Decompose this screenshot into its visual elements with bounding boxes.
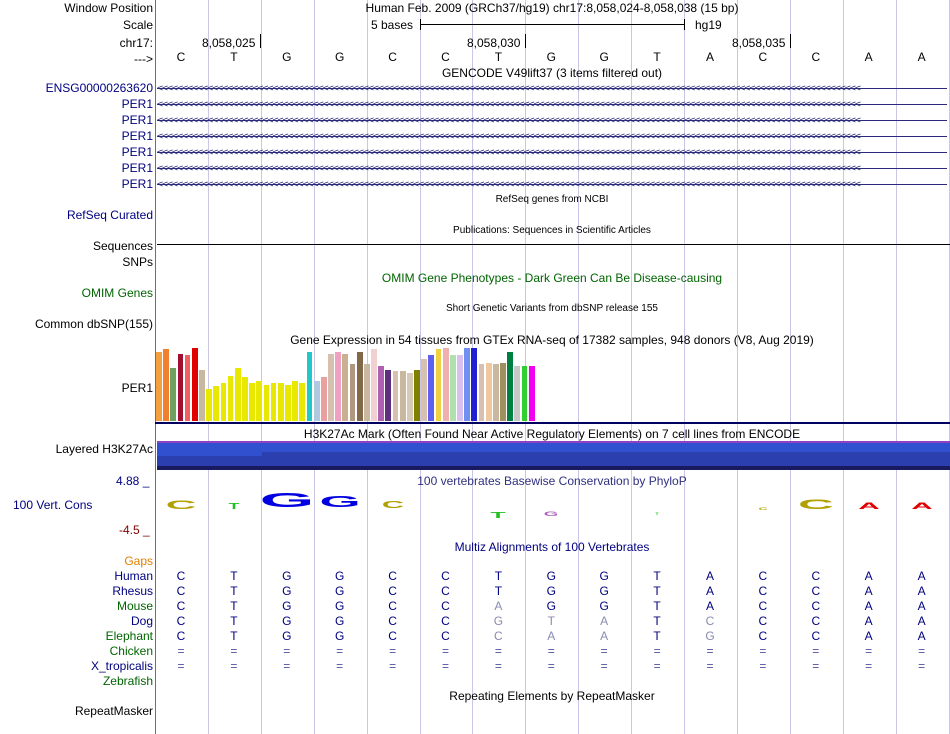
alignment-base: G <box>599 584 609 598</box>
coord-tick-2 <box>790 34 791 48</box>
gtex-tissue-bar[interactable] <box>378 366 384 421</box>
alignment-base: A <box>917 584 926 598</box>
gtex-tissue-bar[interactable] <box>256 381 262 421</box>
gtex-tissue-bar[interactable] <box>206 389 212 421</box>
repeatmasker-label[interactable]: RepeatMasker <box>74 704 153 718</box>
gencode-track-label-5[interactable]: PER1 <box>121 161 153 175</box>
species-label[interactable]: X_tropicalis <box>90 659 153 673</box>
gtex-tissue-bar[interactable] <box>335 352 341 421</box>
alignment-base: T <box>653 629 661 643</box>
strand-chevrons: <<<<<<<<<<<<<<<<<<<<<<<<<<<<<<<<<<<<<<<<<<<<<<<<<<<<<<<<<<<<<<<<<<<<<<<<<<<<<<<<<<<<<<<<<<<<<<<<<<<<<<<<<<<<<<<<<<<<<<<<<<<<<<<<<<<<<<<<<<<< <box>157 179 860 190</box>
gridline <box>949 0 950 734</box>
position-text: Human Feb. 2009 (GRCh37/hg19) chr17:8,058,024-8,058,038 (15 bp) <box>365 1 739 15</box>
gtex-tissue-bar[interactable] <box>271 383 277 421</box>
gtex-tissue-bar[interactable] <box>321 377 327 421</box>
alignment-base: = <box>336 644 344 658</box>
phylop-base-glyph: T <box>228 502 240 511</box>
alignment-base: = <box>812 659 820 673</box>
gtex-tissue-bar[interactable] <box>342 354 348 421</box>
alignment-base: = <box>389 659 397 673</box>
alignment-base: G <box>335 629 345 643</box>
gencode-track-label-4[interactable]: PER1 <box>121 145 153 159</box>
alignment-base: = <box>283 659 291 673</box>
alignment-base: T <box>230 614 238 628</box>
gtex-tissue-bar[interactable] <box>170 368 176 421</box>
gencode-track-label-6[interactable]: PER1 <box>121 177 153 191</box>
alignment-base: G <box>546 599 556 613</box>
gtex-tissue-bar[interactable] <box>264 385 270 422</box>
gencode-track-label-3[interactable]: PER1 <box>121 129 153 143</box>
snps-label[interactable]: SNPs <box>122 255 153 269</box>
alignment-base: = <box>759 659 767 673</box>
repeatmasker-title[interactable]: Repeating Elements by RepeatMasker <box>449 689 655 703</box>
assembly-label: hg19 <box>695 18 722 32</box>
alignment-base: = <box>494 644 502 658</box>
phylop-max-label: 4.88 _ <box>116 474 150 488</box>
gridline <box>737 0 738 734</box>
phylop-min-label: -4.5 _ <box>119 523 150 537</box>
alignment-base: A <box>917 569 926 583</box>
gridline <box>790 0 791 734</box>
phylop-label[interactable]: 100 Vert. Cons <box>13 498 93 512</box>
strand-arrow-label: ---> <box>134 52 153 66</box>
alignment-base: C <box>441 569 450 583</box>
gtex-tissue-bar[interactable] <box>185 355 191 421</box>
phylop-base-glyph: C <box>758 506 768 511</box>
alignment-base: C <box>811 614 821 628</box>
alignment-base: C <box>388 584 397 598</box>
publications-title[interactable]: Publications: Sequences in Scientific Articles <box>453 225 651 236</box>
coord-label-0: 8,058,025 <box>202 36 256 50</box>
gtex-tissue-bar[interactable] <box>493 364 499 421</box>
alignment-base: = <box>230 659 238 673</box>
phylop-base-glyph: G <box>544 512 559 518</box>
alignment-base: C <box>758 569 768 583</box>
alignment-base: C <box>758 629 768 643</box>
alignment-base: A <box>600 614 609 628</box>
alignment-base: G <box>599 599 609 613</box>
alignment-base: = <box>600 659 608 673</box>
alignment-base: G <box>599 569 609 583</box>
alignment-base: G <box>282 599 292 613</box>
phylop-base-glyph: A <box>857 501 880 511</box>
gtex-tissue-bar[interactable] <box>486 363 492 421</box>
alignment-base: = <box>230 644 238 658</box>
alignment-base: = <box>706 644 714 658</box>
alignment-base: = <box>706 659 714 673</box>
gtex-tissue-bar[interactable] <box>500 363 506 421</box>
gridline <box>843 0 844 734</box>
gtex-tissue-bar[interactable] <box>163 349 169 421</box>
strand-chevrons: <<<<<<<<<<<<<<<<<<<<<<<<<<<<<<<<<<<<<<<<<<<<<<<<<<<<<<<<<<<<<<<<<<<<<<<<<<<<<<<<<<<<<<<<<<<<<<<<<<<<<<<<<<<<<<<<<<<<<<<<<<<<<<<<<<<<<<<<<<<< <box>157 115 860 126</box>
gridline <box>631 0 632 734</box>
alignment-base: A <box>864 599 873 613</box>
reference-base: C <box>176 50 186 64</box>
alignment-base: A <box>917 629 926 643</box>
gtex-tissue-bar[interactable] <box>307 352 313 421</box>
phylop-base-glyph: C <box>797 496 834 512</box>
reference-base: T <box>494 50 503 64</box>
gtex-tissue-bar[interactable] <box>213 386 219 421</box>
gtex-tissue-bar[interactable] <box>457 355 463 421</box>
phylop-title[interactable]: 100 vertebrates Basewise Conservation by PhyloP <box>417 474 687 488</box>
coord-label-1: 8,058,030 <box>467 36 521 50</box>
gtex-tissue-bar[interactable] <box>514 366 520 421</box>
scale-bar-right-tick <box>684 19 685 30</box>
gridline <box>684 0 685 734</box>
gtex-tissue-bar[interactable] <box>450 355 456 421</box>
scale-text: 5 bases <box>371 18 414 32</box>
alignment-base: T <box>547 614 555 628</box>
gtex-tissue-bar[interactable] <box>414 370 420 421</box>
alignment-base: T <box>494 584 503 598</box>
gtex-tissue-bar[interactable] <box>192 348 198 421</box>
alignment-base: = <box>653 659 661 673</box>
alignment-base: = <box>865 644 873 658</box>
alignment-base: C <box>176 599 186 613</box>
reference-base: T <box>653 50 661 64</box>
gtex-tissue-bar[interactable] <box>350 364 356 421</box>
alignment-base: C <box>388 599 397 613</box>
alignment-base: C <box>441 599 450 613</box>
gtex-tissue-bar[interactable] <box>464 348 470 421</box>
gtex-baseline <box>155 422 950 424</box>
dbsnp-label[interactable]: Common dbSNP(155) <box>34 317 153 331</box>
gtex-tissue-bar[interactable] <box>156 352 162 421</box>
species-label[interactable]: Mouse <box>116 599 153 613</box>
alignment-base: = <box>547 644 555 658</box>
phylop-base-glyph: T <box>490 511 506 520</box>
alignment-base: = <box>547 659 555 673</box>
gtex-tissue-bar[interactable] <box>443 348 449 421</box>
alignment-base: T <box>653 569 661 583</box>
alignment-base: G <box>335 614 345 628</box>
alignment-base: C <box>758 599 768 613</box>
gtex-tissue-bar[interactable] <box>371 349 377 421</box>
alignment-base: = <box>812 644 820 658</box>
gtex-tissue-bar[interactable] <box>400 371 406 421</box>
alignment-base: G <box>282 614 292 628</box>
alignment-base: T <box>653 584 661 598</box>
reference-base: C <box>441 50 450 64</box>
alignment-base: = <box>865 659 873 673</box>
alignment-base: C <box>811 584 821 598</box>
alignment-base: G <box>705 629 715 643</box>
gtex-tissue-bar[interactable] <box>242 377 248 421</box>
h3k27ac-title[interactable]: H3K27Ac Mark (Often Found Near Active Regulatory Elements) on 7 cell lines from ENCODE <box>303 427 801 441</box>
alignment-base: = <box>759 644 767 658</box>
alignment-base: T <box>494 569 503 583</box>
alignment-base: G <box>546 569 556 583</box>
strand-chevrons: <<<<<<<<<<<<<<<<<<<<<<<<<<<<<<<<<<<<<<<<<<<<<<<<<<<<<<<<<<<<<<<<<<<<<<<<<<<<<<<<<<<<<<<<<<<<<<<<<<<<<<<<<<<<<<<<<<<<<<<<<<<<<<<<<<<<<<<<<<<< <box>157 99 860 110</box>
species-label[interactable]: Elephant <box>105 629 153 643</box>
alignment-base: A <box>705 569 715 583</box>
chrom-label: chr17: <box>119 36 153 50</box>
gtex-tissue-bar[interactable] <box>385 370 391 421</box>
alignment-base: A <box>864 584 873 598</box>
gtex-tissue-bar[interactable] <box>357 352 363 421</box>
alignment-base: A <box>864 569 873 583</box>
gtex-tissue-bar[interactable] <box>249 383 255 421</box>
alignment-base: C <box>388 569 397 583</box>
gtex-tissue-bar[interactable] <box>522 366 528 421</box>
alignment-base: C <box>388 614 397 628</box>
reference-base: A <box>864 50 873 64</box>
reference-base: G <box>282 50 292 64</box>
species-label[interactable]: Chicken <box>109 644 153 658</box>
alignment-base: A <box>547 629 556 643</box>
phylop-base-glyph: G <box>319 494 361 511</box>
alignment-base: = <box>918 644 926 658</box>
strand-chevrons: <<<<<<<<<<<<<<<<<<<<<<<<<<<<<<<<<<<<<<<<<<<<<<<<<<<<<<<<<<<<<<<<<<<<<<<<<<<<<<<<<<<<<<<<<<<<<<<<<<<<<<<<<<<<<<<<<<<<<<<<<<<<<<<<<<<<<<<<<<<< <box>157 83 860 94</box>
gtex-tissue-bar[interactable] <box>235 368 241 421</box>
gencode-track-label-0[interactable]: ENSG00000263620 <box>45 81 153 95</box>
alignment-base: C <box>811 569 821 583</box>
gtex-tissue-bar[interactable] <box>529 366 535 421</box>
gtex-tissue-bar[interactable] <box>436 349 442 421</box>
refseq-label[interactable]: RefSeq Curated <box>66 208 153 222</box>
h3k27ac-signal[interactable] <box>157 441 950 470</box>
alignment-base: A <box>494 599 503 613</box>
alignment-base: T <box>230 569 238 583</box>
alignment-base: = <box>600 644 608 658</box>
gtex-title[interactable]: Gene Expression in 54 tissues from GTEx RNA-seq of 17382 samples, 948 donors (V8, Aug 2019) <box>290 333 814 347</box>
alignment-base: G <box>335 584 345 598</box>
reference-base: T <box>230 50 238 64</box>
omim-title[interactable]: OMIM Gene Phenotypes - Dark Green Can Be Disease-causing <box>381 271 723 285</box>
alignment-base: = <box>441 659 450 673</box>
alignment-base: T <box>230 629 238 643</box>
reference-base: C <box>758 50 768 64</box>
gtex-tissue-bar[interactable] <box>328 354 334 421</box>
gtex-tissue-bar[interactable] <box>199 370 205 421</box>
species-label[interactable]: Rhesus <box>112 584 153 598</box>
gtex-tissue-bar[interactable] <box>479 364 485 421</box>
alignment-base: T <box>230 584 238 598</box>
alignment-base: A <box>705 599 715 613</box>
alignment-base: C <box>811 599 821 613</box>
gridline <box>896 0 897 734</box>
alignment-base: C <box>388 629 397 643</box>
sequences-line[interactable] <box>157 244 950 245</box>
alignment-base: G <box>546 584 556 598</box>
alignment-base: = <box>494 659 502 673</box>
omim-label[interactable]: OMIM Genes <box>81 286 153 300</box>
phylop-base-glyph: C <box>165 498 197 512</box>
alignment-base: G <box>282 629 292 643</box>
reference-base: C <box>811 50 821 64</box>
alignment-base: C <box>705 614 715 628</box>
alignment-base: G <box>335 599 345 613</box>
coord-tick-0 <box>260 34 261 48</box>
gtex-tissue-bar[interactable] <box>364 364 370 421</box>
reference-base: C <box>388 50 397 64</box>
gtex-tissue-bar[interactable] <box>228 376 234 421</box>
alignment-base: G <box>282 569 292 583</box>
reference-base: G <box>335 50 345 64</box>
alignment-base: = <box>441 644 450 658</box>
gtex-tissue-bar[interactable] <box>292 381 298 421</box>
alignment-base: A <box>705 584 715 598</box>
phylop-base-glyph: T <box>655 511 659 516</box>
gtex-tissue-bar[interactable] <box>393 371 399 421</box>
gtex-tissue-bar[interactable] <box>221 383 227 421</box>
strand-chevrons: <<<<<<<<<<<<<<<<<<<<<<<<<<<<<<<<<<<<<<<<<<<<<<<<<<<<<<<<<<<<<<<<<<<<<<<<<<<<<<<<<<<<<<<<<<<<<<<<<<<<<<<<<<<<<<<<<<<<<<<<<<<<<<<<<<<<<<<<<<<< <box>157 163 860 174</box>
alignment-base: A <box>864 614 873 628</box>
alignment-base: = <box>389 644 397 658</box>
alignment-base: = <box>283 644 291 658</box>
gencode-track-label-2[interactable]: PER1 <box>121 113 153 127</box>
phylop-base-glyph: A <box>910 501 933 511</box>
alignment-base: A <box>600 629 609 643</box>
gtex-tissue-bar[interactable] <box>507 352 513 421</box>
species-label[interactable]: Human <box>114 569 153 583</box>
alignment-base: = <box>918 659 926 673</box>
alignment-base: C <box>441 614 450 628</box>
h3k27ac-label[interactable]: Layered H3K27Ac <box>55 442 153 456</box>
alignment-base: A <box>917 599 926 613</box>
coord-tick-1 <box>525 34 526 48</box>
alignment-base: G <box>335 569 345 583</box>
alignment-base: C <box>176 584 186 598</box>
multiz-title[interactable]: Multiz Alignments of 100 Vertebrates <box>454 540 650 554</box>
dbsnp-title[interactable]: Short Genetic Variants from dbSNP release 155 <box>446 303 658 314</box>
alignment-base: T <box>230 599 238 613</box>
gtex-tissue-bar[interactable] <box>421 359 427 421</box>
gtex-tissue-bar[interactable] <box>428 355 434 421</box>
gtex-per1-label[interactable]: PER1 <box>121 381 153 395</box>
gtex-tissue-bar[interactable] <box>278 383 284 421</box>
h3k27ac-layer-1 <box>157 443 950 452</box>
scale-label: Scale <box>122 18 153 32</box>
gtex-tissue-bar[interactable] <box>471 348 477 421</box>
coord-label-2: 8,058,035 <box>732 36 786 50</box>
alignment-base: G <box>493 614 504 628</box>
alignment-base: G <box>282 584 292 598</box>
alignment-base: C <box>176 629 186 643</box>
alignment-base: C <box>176 569 186 583</box>
gaps-label: Gaps <box>124 554 153 568</box>
gtex-tissue-bar[interactable] <box>407 373 413 421</box>
gtex-bar-chart[interactable] <box>156 348 536 421</box>
reference-base: A <box>917 50 926 64</box>
scale-bar <box>420 24 685 25</box>
gencode-title[interactable]: GENCODE V49lift37 (3 items filtered out) <box>441 66 663 80</box>
gtex-tissue-bar[interactable] <box>299 383 305 421</box>
gtex-tissue-bar[interactable] <box>285 385 291 422</box>
reference-base: G <box>599 50 609 64</box>
gencode-track-label-1[interactable]: PER1 <box>121 97 153 111</box>
reference-base: A <box>705 50 715 64</box>
strand-chevrons: <<<<<<<<<<<<<<<<<<<<<<<<<<<<<<<<<<<<<<<<<<<<<<<<<<<<<<<<<<<<<<<<<<<<<<<<<<<<<<<<<<<<<<<<<<<<<<<<<<<<<<<<<<<<<<<<<<<<<<<<<<<<<<<<<<<<<<<<<<<< <box>157 131 860 142</box>
refseq-title[interactable]: RefSeq genes from NCBI <box>495 194 609 205</box>
scale-bar-left-tick <box>420 19 421 30</box>
alignment-base: = <box>653 644 661 658</box>
alignment-base: C <box>441 629 450 643</box>
alignment-base: A <box>917 614 926 628</box>
alignment-base: C <box>811 629 821 643</box>
alignment-base: C <box>494 629 503 643</box>
species-label[interactable]: Zebrafish <box>102 674 153 688</box>
alignment-base: C <box>758 614 768 628</box>
h3k27ac-layer-4 <box>157 456 950 466</box>
alignment-base: T <box>653 614 661 628</box>
window-position-label: Window Position <box>64 1 153 15</box>
alignment-base: C <box>758 584 768 598</box>
species-label[interactable]: Dog <box>130 614 153 628</box>
alignment-base: C <box>441 584 450 598</box>
alignment-base: A <box>864 629 873 643</box>
gtex-tissue-bar[interactable] <box>178 354 184 421</box>
alignment-base: = <box>336 659 344 673</box>
phylop-base-glyph: G <box>259 490 315 512</box>
strand-chevrons: <<<<<<<<<<<<<<<<<<<<<<<<<<<<<<<<<<<<<<<<<<<<<<<<<<<<<<<<<<<<<<<<<<<<<<<<<<<<<<<<<<<<<<<<<<<<<<<<<<<<<<<<<<<<<<<<<<<<<<<<<<<<<<<<<<<<<<<<<<<< <box>157 147 860 158</box>
alignment-base: = <box>177 644 185 658</box>
alignment-base: C <box>176 614 186 628</box>
alignment-base: T <box>653 599 661 613</box>
phylop-base-glyph: C <box>381 500 404 511</box>
reference-base: G <box>546 50 556 64</box>
sequences-label[interactable]: Sequences <box>92 239 153 253</box>
alignment-base: = <box>177 659 185 673</box>
gtex-tissue-bar[interactable] <box>314 381 320 421</box>
gridline <box>578 0 579 734</box>
